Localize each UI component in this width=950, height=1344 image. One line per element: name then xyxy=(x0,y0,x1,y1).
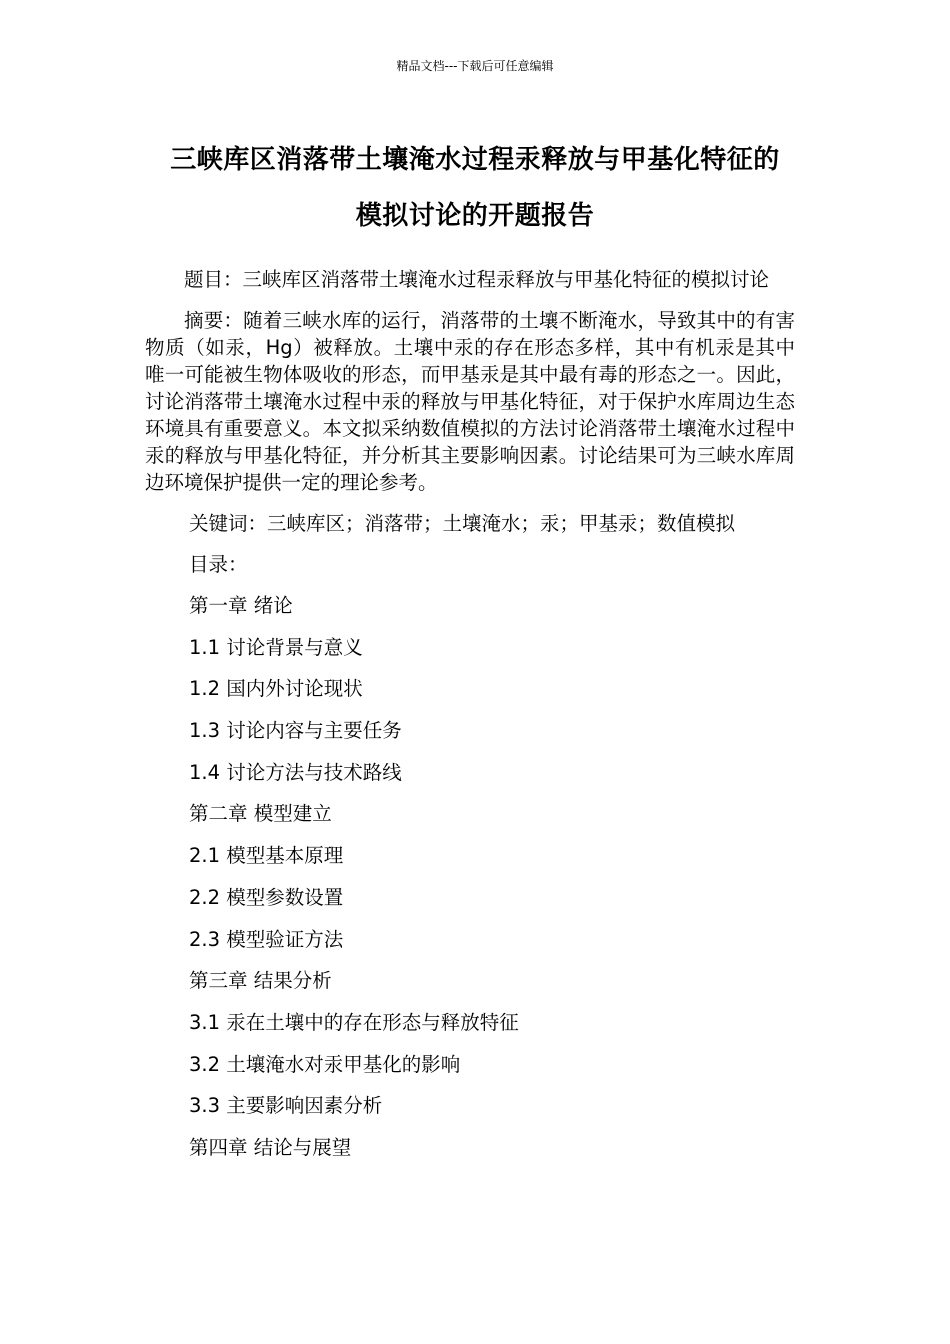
toc-heading: 目录： xyxy=(189,553,248,576)
table-of-contents xyxy=(145,592,795,1161)
toc-item: 2.1 模型基本原理 xyxy=(189,844,344,868)
toc-item: 3.3 主要影响因素分析 xyxy=(189,1094,383,1118)
toc-item: 2.3 模型验证方法 xyxy=(189,927,344,951)
title-line-1: 三峡库区消落带土壤淹水过程汞释放与甲基化特征的 xyxy=(170,145,780,175)
toc-item: 第二章 模型建立 xyxy=(189,802,332,826)
keywords-line: 关键词：三峡库区；消落带；土壤淹水；汞；甲基汞；数值模拟 xyxy=(189,512,736,535)
toc-item: 3.1 汞在土壤中的存在形态与释放特征 xyxy=(189,1010,519,1034)
document-title xyxy=(100,132,850,244)
toc-item: 第一章 绪论 xyxy=(189,594,293,617)
abstract-paragraph: 摘要：随着三峡水库的运行，消落带的土壤不断淹水，导致其中的有害物质（如汞，Hg）被释放。土壤中汞的存在形态多样，其中有机汞是其中唯一可能被生物体吸收的形态，而甲基汞是其中最有毒的形态之一。因此，讨论消落带土壤淹水过程中汞的释放与甲基化特征，对于保护水库周边生态环境具有重要意义。本文拟采纳数值模拟的方法讨论消落带土壤淹水过程中汞的释放与甲基化特征，并分析其主要影响因素。讨论结果可为三峡水库周边环境保护提供一定的理论参考。 xyxy=(145,309,795,494)
subject-paragraph: 题目：三峡库区消落带土壤淹水过程汞释放与甲基化特征的模拟讨论 xyxy=(184,268,770,291)
toc-item: 3.2 土壤淹水对汞甲基化的影响 xyxy=(189,1052,461,1076)
toc-item: 1.4 讨论方法与技术路线 xyxy=(189,760,402,784)
page-header: 精品文档---下载后可任意编辑 xyxy=(396,59,554,73)
toc-item: 2.2 模型参数设置 xyxy=(189,885,344,909)
toc-item: 第四章 结论与展望 xyxy=(189,1135,352,1159)
toc-item: 1.2 国内外讨论现状 xyxy=(189,677,363,701)
document-body xyxy=(145,266,795,1176)
toc-item: 第三章 结果分析 xyxy=(189,969,332,993)
toc-item: 1.1 讨论背景与意义 xyxy=(189,635,363,659)
toc-item: 1.3 讨论内容与主要任务 xyxy=(189,719,402,743)
title-line-2: 模拟讨论的开题报告 xyxy=(355,201,595,231)
